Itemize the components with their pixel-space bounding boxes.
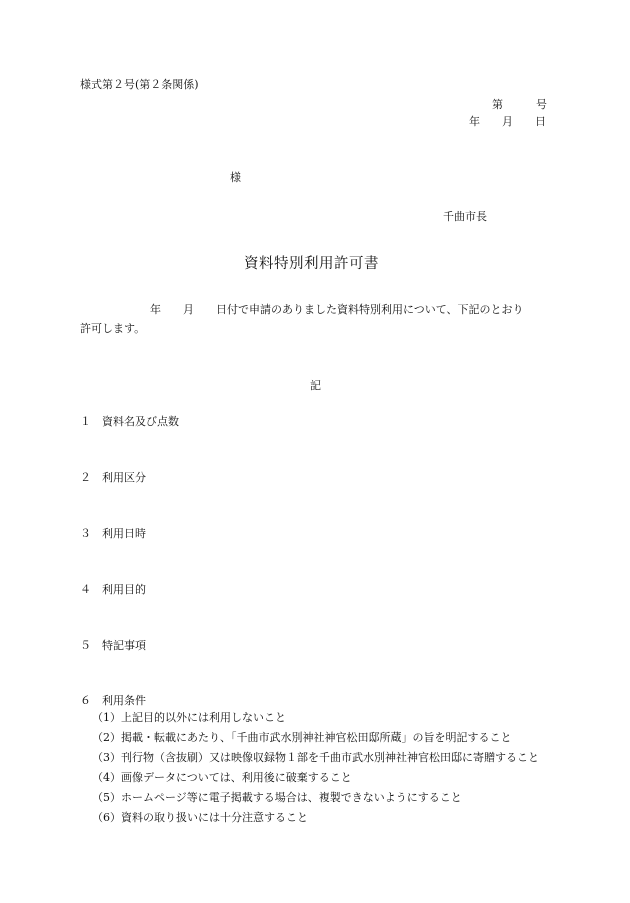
issuer-name: 千曲市長: [443, 210, 487, 223]
condition-item: （4）画像データについては、利用後に破棄すること: [92, 771, 352, 784]
item-label: 利用区分: [102, 471, 146, 484]
item-label: 利用条件: [102, 694, 146, 707]
addressee-suffix: 様: [230, 171, 241, 184]
item-2: [80, 469, 146, 485]
condition-item: （6）資料の取り扱いには十分注意すること: [92, 811, 308, 824]
condition-item: （3）刊行物（含抜刷）又は映像収録物１部を千曲市武水別神社神官松田邸に寄贈すること: [92, 751, 539, 764]
item-number: ５: [80, 639, 91, 652]
document-title: 資料特別利用許可書: [244, 256, 379, 272]
item-number: １: [80, 415, 91, 428]
conditions-list: [92, 708, 539, 828]
item-number: ６: [80, 694, 91, 707]
item-6: [80, 692, 146, 708]
issue-date: 年 月 日: [469, 115, 546, 128]
intro-line-1: 年 月 日付で申請のありました資料特別利用について、下記のとおり: [150, 303, 524, 316]
intro-line-2: 許可します。: [80, 322, 146, 335]
document-number: 第 号: [492, 98, 547, 111]
item-label: 利用目的: [102, 583, 146, 596]
item-number: ３: [80, 527, 91, 540]
condition-item: （1）上記目的以外には利用しないこと: [92, 711, 286, 724]
condition-item: （5）ホームページ等に電子掲載する場合は、複製できないようにすること: [92, 791, 462, 804]
item-number: ２: [80, 471, 91, 484]
item-4: [80, 581, 146, 597]
record-mark: 記: [310, 379, 321, 392]
item-5: [80, 637, 146, 653]
item-label: 利用日時: [102, 527, 146, 540]
item-3: [80, 525, 146, 541]
item-label: 特記事項: [102, 639, 146, 652]
condition-item: （2）掲載・転載にあたり、「千曲市武水別神社神官松田邸所蔵」の旨を明記すること: [92, 731, 512, 744]
item-number: ４: [80, 583, 91, 596]
item-label: 資料名及び点数: [102, 415, 179, 428]
item-1: [80, 413, 179, 429]
form-label: 様式第２号(第２条関係): [80, 78, 199, 91]
